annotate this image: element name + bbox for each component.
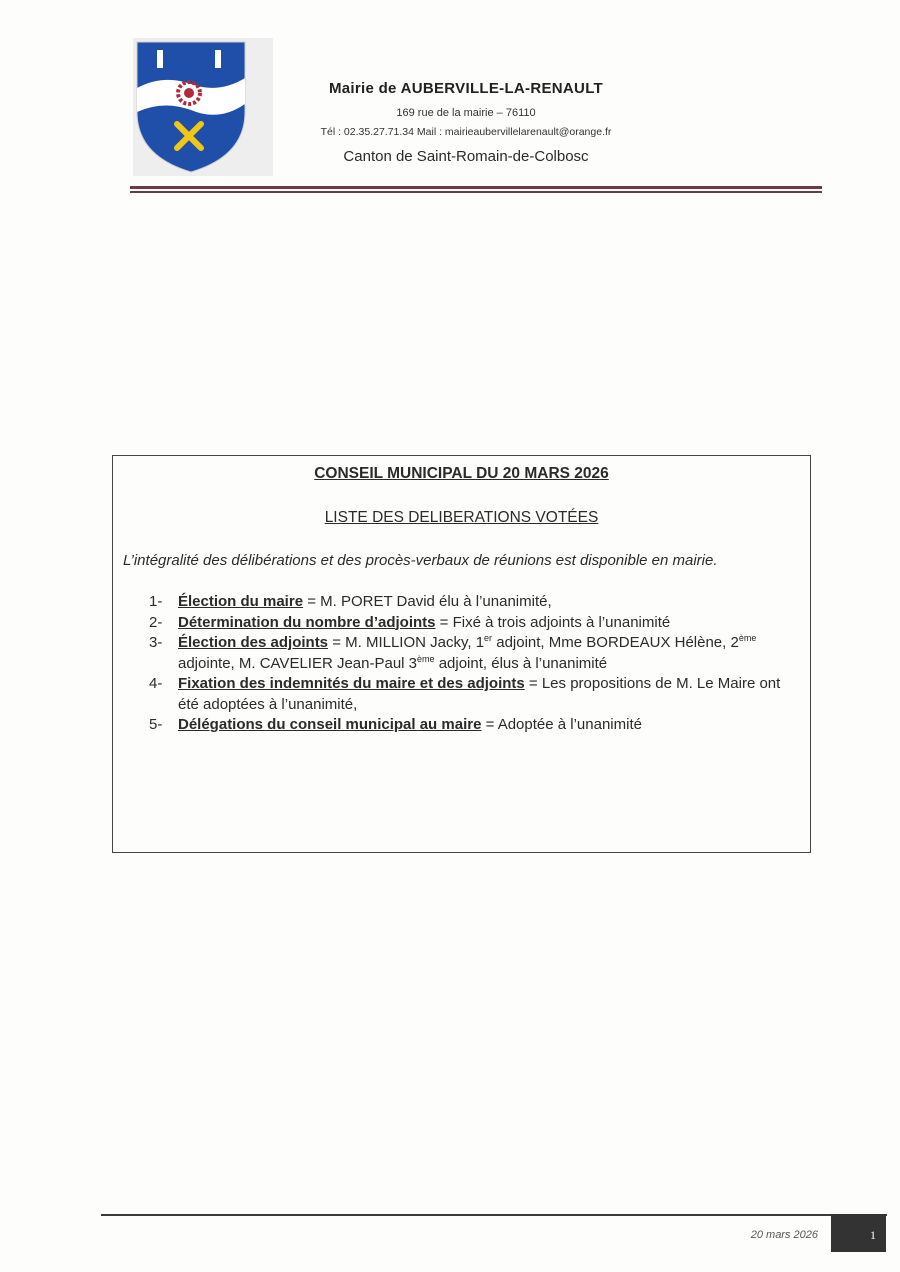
footer-divider xyxy=(101,1214,887,1216)
item-number: 1- xyxy=(149,593,163,610)
list-item xyxy=(149,613,802,634)
item-number: 2- xyxy=(149,613,163,631)
ordinal-suffix: ème xyxy=(738,633,757,643)
canton-name: Canton de Saint-Romain-de-Colbosc xyxy=(343,148,589,165)
item-text: adjointe, M. CAVELIER Jean-Paul 3 xyxy=(178,654,418,672)
list-item xyxy=(149,592,802,613)
deliberations-list xyxy=(149,592,802,736)
page-number-box xyxy=(831,1214,886,1252)
item-number: 5- xyxy=(149,716,163,733)
item-heading: Élection des adjoints xyxy=(178,634,329,651)
item-text: = Adoptée à l’unanimité xyxy=(481,716,642,733)
town-hall-contact: Tél : 02.35.27.71.34 Mail : mairieaubervillelarenault@orange.fr xyxy=(320,126,612,138)
ordinal-suffix: er xyxy=(484,633,493,643)
item-heading: Élection du maire xyxy=(178,593,304,610)
council-meeting-title: CONSEIL MUNICIPAL DU 20 MARS 2026 xyxy=(314,465,609,482)
item-number: 4- xyxy=(149,675,163,692)
page-number: 1 xyxy=(870,1228,876,1242)
item-text: adjoint, élus à l’unanimité xyxy=(434,654,608,672)
item-text: = Fixé à trois adjoints à l’unanimité xyxy=(435,613,671,631)
town-hall-address: 169 rue de la mairie – 76110 xyxy=(396,107,536,119)
item-number: 3- xyxy=(149,634,163,651)
item-heading: Fixation des indemnités du maire et des adjoints xyxy=(178,675,525,692)
deliberations-list-title: LISTE DES DELIBERATIONS VOTÉES xyxy=(324,509,599,526)
town-hall-title: Mairie de AUBERVILLE-LA-RENAULT xyxy=(328,80,604,97)
item-text: adjoint, Mme BORDEAUX Hélène, 2 xyxy=(492,634,739,651)
municipal-crest-logo xyxy=(133,38,273,176)
item-text: = Les propositions de M. Le Maire ont été adoptées à l’unanimité, xyxy=(178,675,781,713)
ordinal-suffix: ème xyxy=(417,653,435,664)
availability-note: L’intégralité des délibérations et des procès-verbaux de réunions est disponible en mairie. xyxy=(123,552,718,569)
header-divider xyxy=(130,186,822,193)
item-heading: Délégations du conseil municipal au maire xyxy=(178,716,482,733)
list-item xyxy=(149,674,802,715)
deliberations-box xyxy=(112,455,811,853)
footer-date: 20 mars 2026 xyxy=(750,1229,818,1241)
list-item xyxy=(149,633,802,674)
list-item xyxy=(149,715,802,736)
item-text: = M. PORET David élu à l’unanimité, xyxy=(303,593,552,610)
item-heading: Détermination du nombre d’adjoints xyxy=(178,613,436,631)
letterhead xyxy=(296,80,636,165)
item-text: = M. MILLION Jacky, 1 xyxy=(328,634,485,651)
